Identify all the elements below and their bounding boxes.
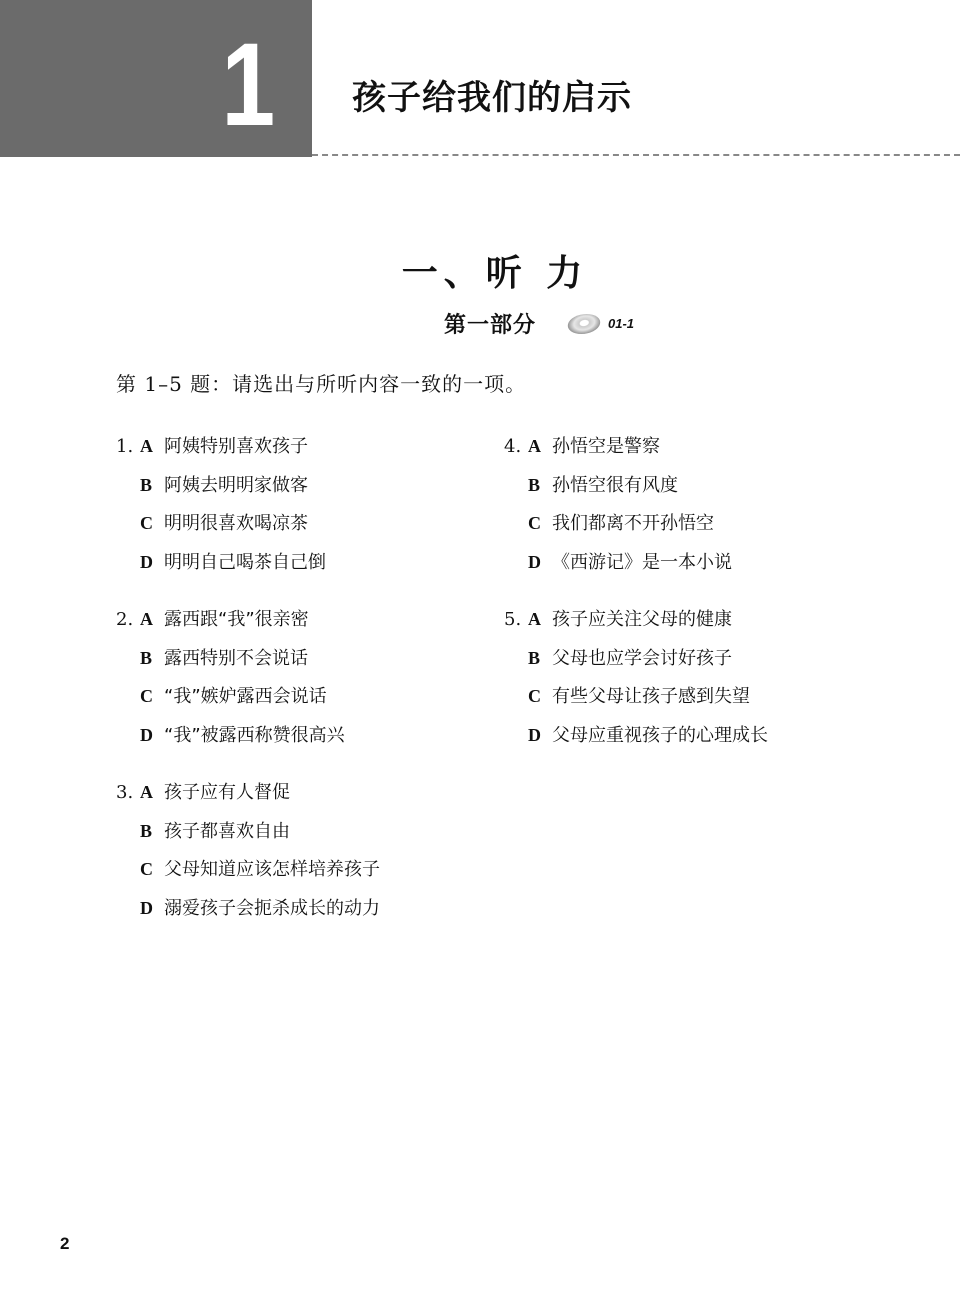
option-text: 《西游记》是一本小说 — [552, 551, 732, 573]
option-row — [116, 509, 496, 548]
option-row — [116, 855, 496, 894]
option-text: 父母知道应该怎样培养孩子 — [164, 859, 380, 881]
option-letter: C — [140, 686, 153, 707]
option-letter: A — [528, 609, 541, 629]
chapter-number: 1 — [221, 19, 276, 151]
question-5 — [504, 605, 884, 759]
option-row — [116, 432, 496, 471]
option-row — [116, 682, 496, 721]
option-text: “我”被露西称赞很高兴 — [164, 724, 345, 746]
option-row — [504, 432, 884, 471]
option-letter: C — [140, 859, 153, 880]
chapter-title: 孩子给我们的启示 — [352, 78, 632, 118]
instructions: 第 1–5 题：请选出与所听内容一致的一项。 — [116, 372, 527, 396]
option-text: 孩子应关注父母的健康 — [552, 609, 732, 630]
question-number: 1. — [116, 436, 134, 457]
chapter-header-block — [0, 0, 312, 157]
option-row — [504, 548, 884, 587]
option-letter: D — [528, 724, 541, 745]
option-text: 露西特别不会说话 — [164, 647, 308, 669]
option-letter: B — [528, 647, 541, 668]
option-letter: B — [140, 820, 153, 841]
option-row — [116, 605, 496, 644]
option-row — [116, 644, 496, 683]
option-text: 父母应重视孩子的心理成长 — [552, 724, 768, 746]
question-number: 4. — [504, 436, 522, 457]
option-row — [116, 817, 496, 856]
option-row — [116, 894, 496, 933]
option-row — [504, 605, 884, 644]
option-letter: C — [528, 686, 541, 707]
option-letter: B — [528, 474, 541, 495]
part-heading — [444, 308, 634, 339]
page-number: 2 — [60, 1234, 70, 1253]
question-1 — [116, 432, 496, 586]
option-row — [116, 471, 496, 510]
question-3 — [116, 778, 496, 932]
option-text: 明明自己喝茶自己倒 — [164, 551, 326, 573]
question-4 — [504, 432, 884, 586]
option-text: 我们都离不开孙悟空 — [552, 513, 714, 535]
option-letter: C — [528, 513, 541, 534]
option-letter: D — [528, 551, 541, 572]
section-title: 一、听 力 — [401, 252, 589, 294]
option-letter: A — [140, 609, 153, 629]
question-number: 5. — [504, 609, 522, 630]
question-number: 2. — [116, 609, 134, 630]
option-row — [504, 721, 884, 760]
option-letter: A — [140, 436, 153, 456]
option-row — [504, 471, 884, 510]
option-row — [116, 721, 496, 760]
option-row — [504, 682, 884, 721]
header-divider — [312, 154, 960, 156]
option-row — [504, 509, 884, 548]
option-row — [116, 778, 496, 817]
option-text: 父母也应学会讨好孩子 — [552, 647, 732, 669]
option-text: 明明很喜欢喝凉茶 — [164, 513, 308, 535]
option-row — [116, 548, 496, 587]
option-letter: D — [140, 551, 153, 572]
option-letter: D — [140, 897, 153, 918]
track-label: 01-1 — [608, 316, 635, 331]
option-text: “我”嫉妒露西会说话 — [164, 686, 327, 708]
cd-icon — [565, 314, 602, 334]
option-letter: B — [140, 474, 153, 495]
option-text: 孩子都喜欢自由 — [164, 820, 290, 842]
option-text: 阿姨特别喜欢孩子 — [164, 436, 308, 457]
option-letter: B — [140, 647, 153, 668]
option-text: 阿姨去明明家做客 — [164, 474, 308, 496]
option-text: 孩子应有人督促 — [164, 782, 290, 803]
option-letter: D — [140, 724, 153, 745]
option-letter: A — [528, 436, 541, 456]
question-2 — [116, 605, 496, 759]
option-text: 溺爱孩子会扼杀成长的动力 — [164, 897, 380, 919]
option-text: 孙悟空很有风度 — [552, 474, 678, 496]
part-title: 第一部分 — [444, 313, 537, 338]
option-text: 露西跟“我”很亲密 — [164, 609, 309, 630]
option-letter: C — [140, 513, 153, 534]
option-row — [504, 644, 884, 683]
question-number: 3. — [116, 782, 134, 803]
option-text: 孙悟空是警察 — [552, 436, 660, 457]
option-text: 有些父母让孩子感到失望 — [552, 686, 750, 708]
option-letter: A — [140, 782, 153, 802]
